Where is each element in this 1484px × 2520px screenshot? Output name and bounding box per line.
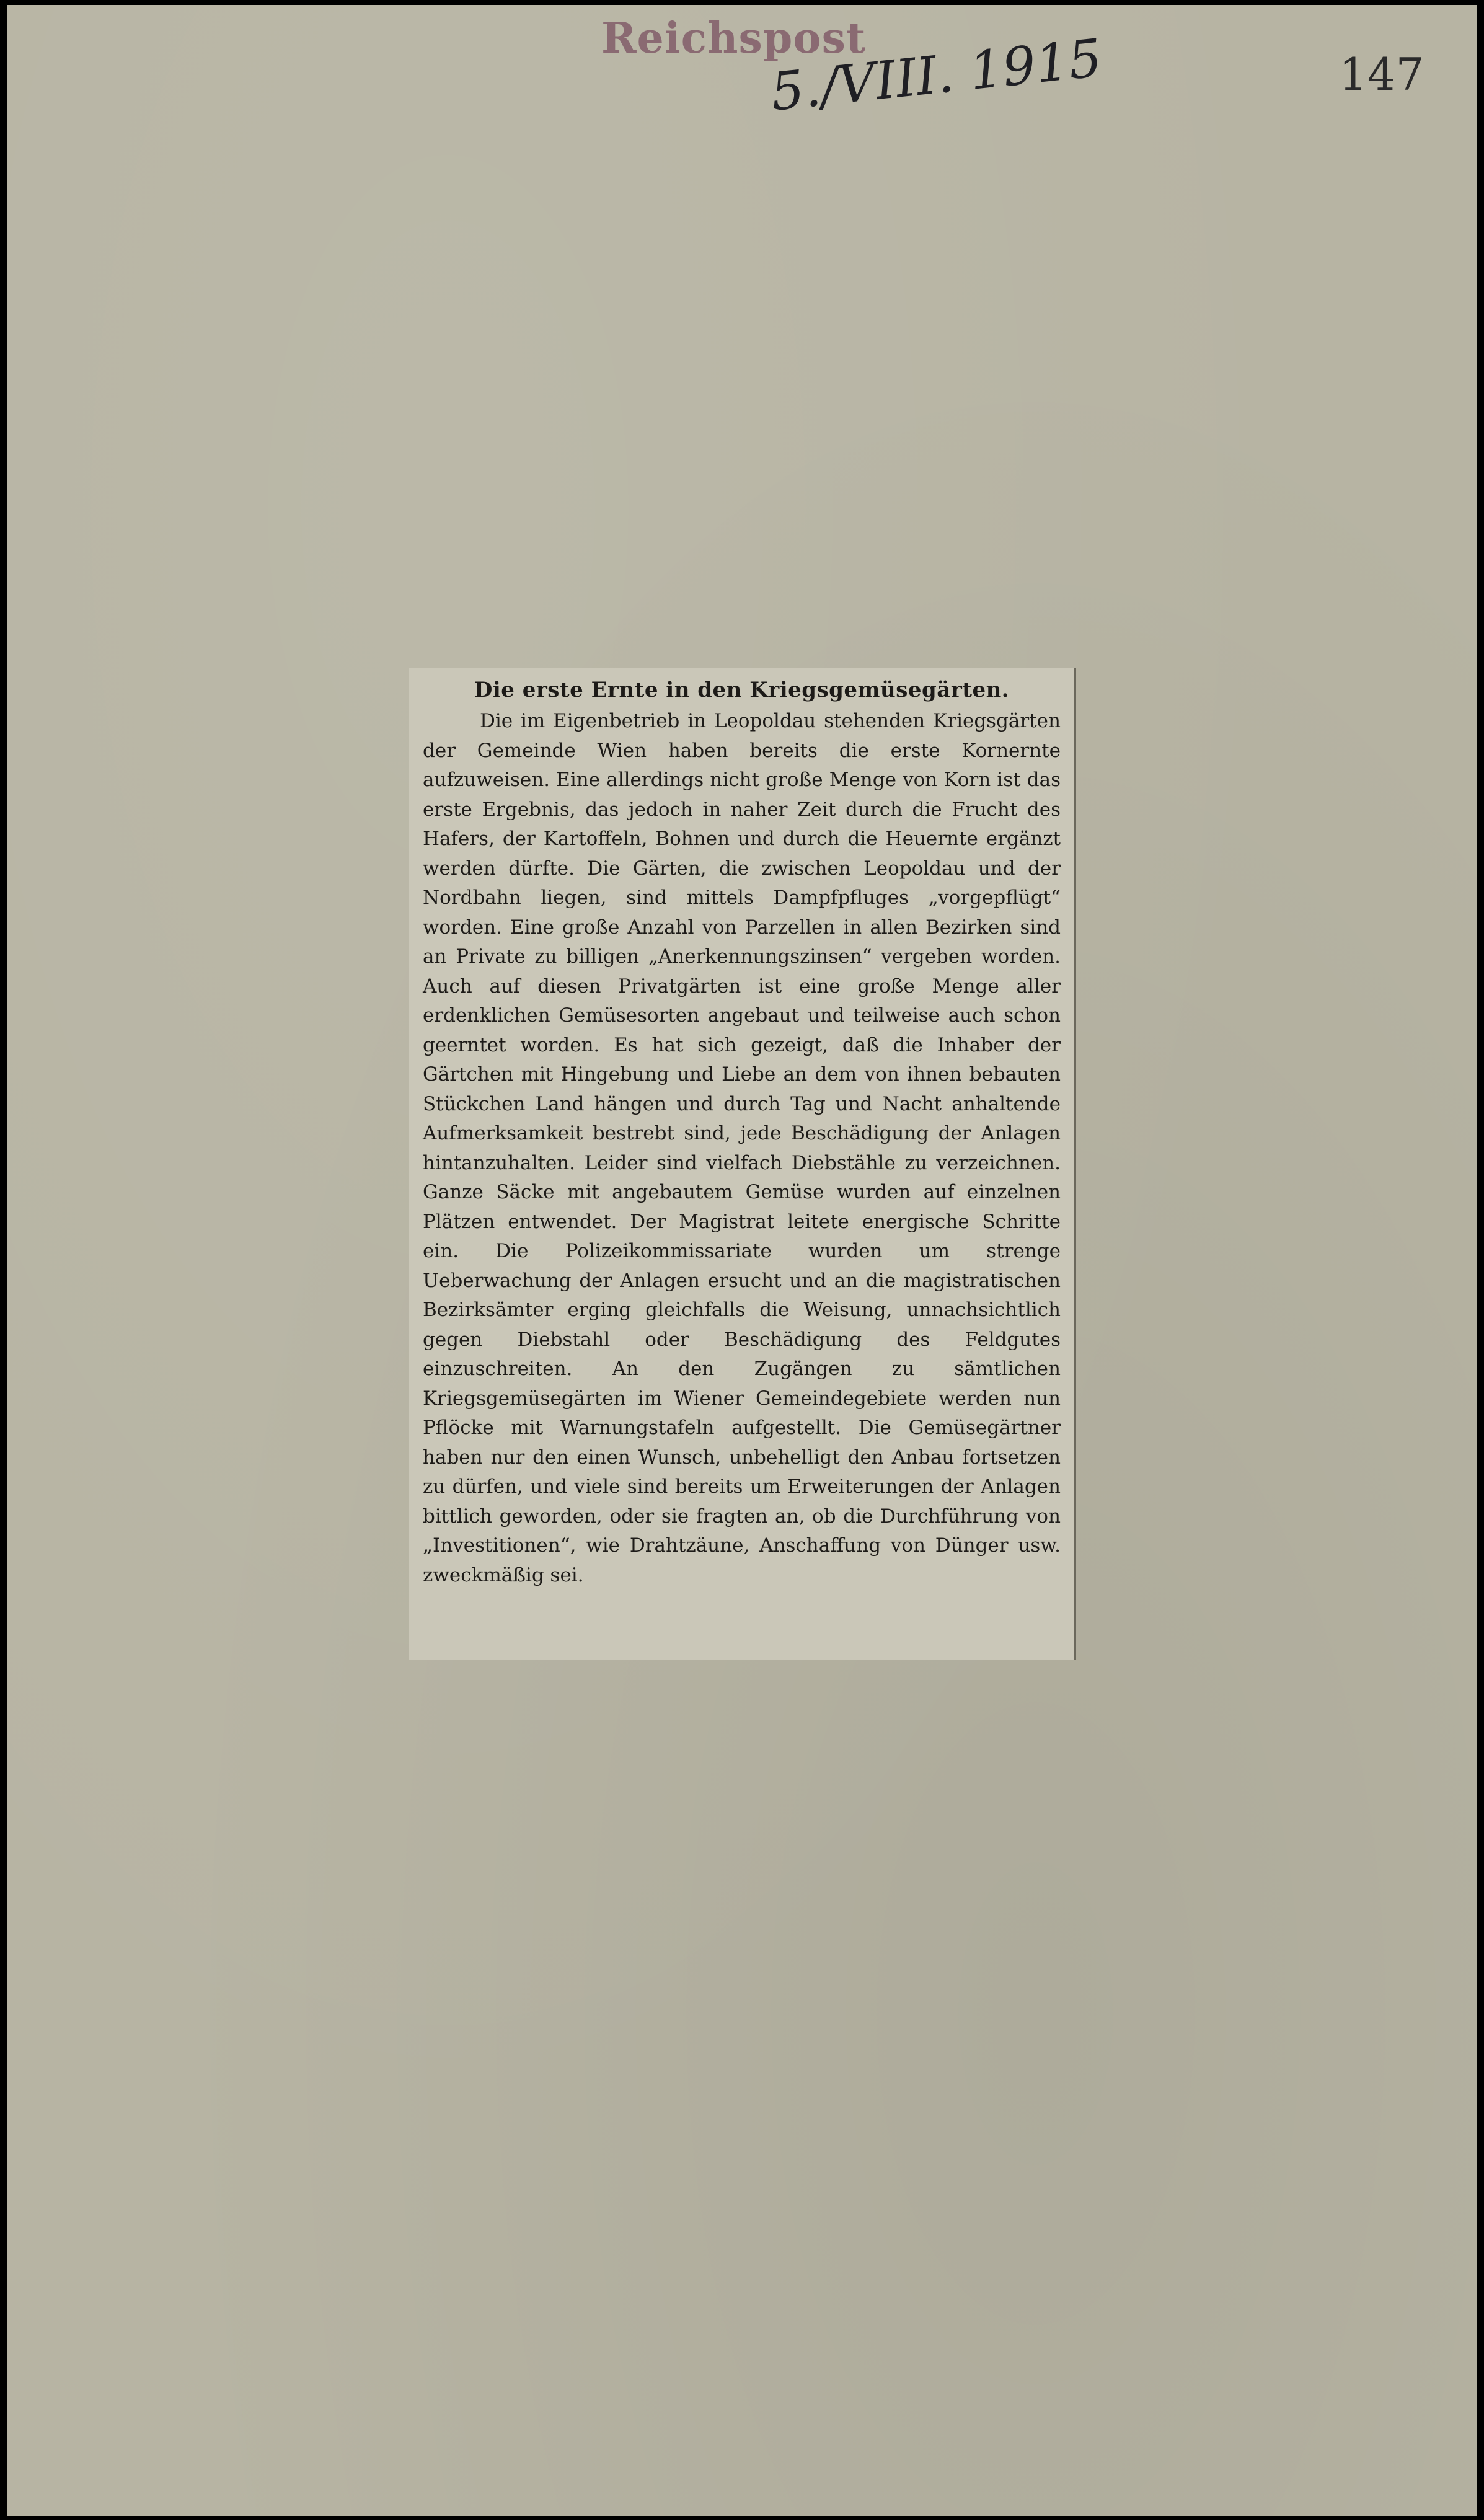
handwritten-date: 5./VIII. 1915 [767,27,1105,123]
newspaper-clipping [409,668,1076,1660]
article-title: Die erste Ernte in den Kriegsgemüsegärten. [474,678,1010,702]
newspaper-stamp: Reichspost [601,14,867,63]
article-body: Die im Eigenbetrieb in Leopoldau stehenden Kriegsgärten der Gemeinde Wien haben bereits die erste Kornernte aufzuweisen. Eine allerdings nicht große Menge von Korn ist das erste Ergebnis, das jedoch in naher Zeit durch die Frucht des Hafers, der Kartoffeln, Bohnen und durch die Heuernte ergänzt werden dürfte. Die Gärten, die zwischen Leopoldau und der Nordbahn liegen, sind mittels Dampfpfluges „vorgepflügt“ worden. Eine große Anzahl von Parzellen in allen Bezirken sind an Private zu billigen „Anerkennungszinsen“ vergeben worden. Auch auf diesen Privatgärten ist eine große Menge aller erdenklichen Gemüsesorten angebaut und teilweise auch schon geerntet worden. Es hat sich gezeigt, daß die Inhaber der Gärtchen mit Hingebung und Liebe an dem von ihnen bebauten Stückchen Land hängen und durch Tag und Nacht anhaltende Aufmerksamkeit bestrebt sind, jede Beschädigung der Anlagen hintanzuhalten. Leider sind vielfach Diebstähle zu verzeichnen. Ganze Säcke mit angebautem Gemüse wurden auf einzelnen Plätzen entwendet. Der Magistrat leitete energische Schritte ein. Die Polizeikommissariate wurden um strenge Ueberwachung der Anlagen ersucht und an die magistratischen Bezirksämter erging gleichfalls die Weisung, unnachsichtlich gegen Diebstahl oder Beschädigung des Feldgutes einzuschreiten. An den Zugängen zu sämtlichen Kriegsgemüsegärten im Wiener Gemeindegebiete werden nun Pflöcke mit Warnungstafeln aufgestellt. Die Gemüsegärtner haben nur den einen Wunsch, unbehelligt den Anbau fortsetzen zu dürfen, und viele sind bereits um Erweiterungen der Anlagen bittlich geworden, oder sie fragten an, ob die Durchführung von „Investitionen“, wie Drahtzäune, Anschaffung von Dünger usw. zweckmäßig sei. [423,710,1061,1586]
archive-sheet [7,5,1477,2516]
page-number: 147 [1339,48,1424,100]
